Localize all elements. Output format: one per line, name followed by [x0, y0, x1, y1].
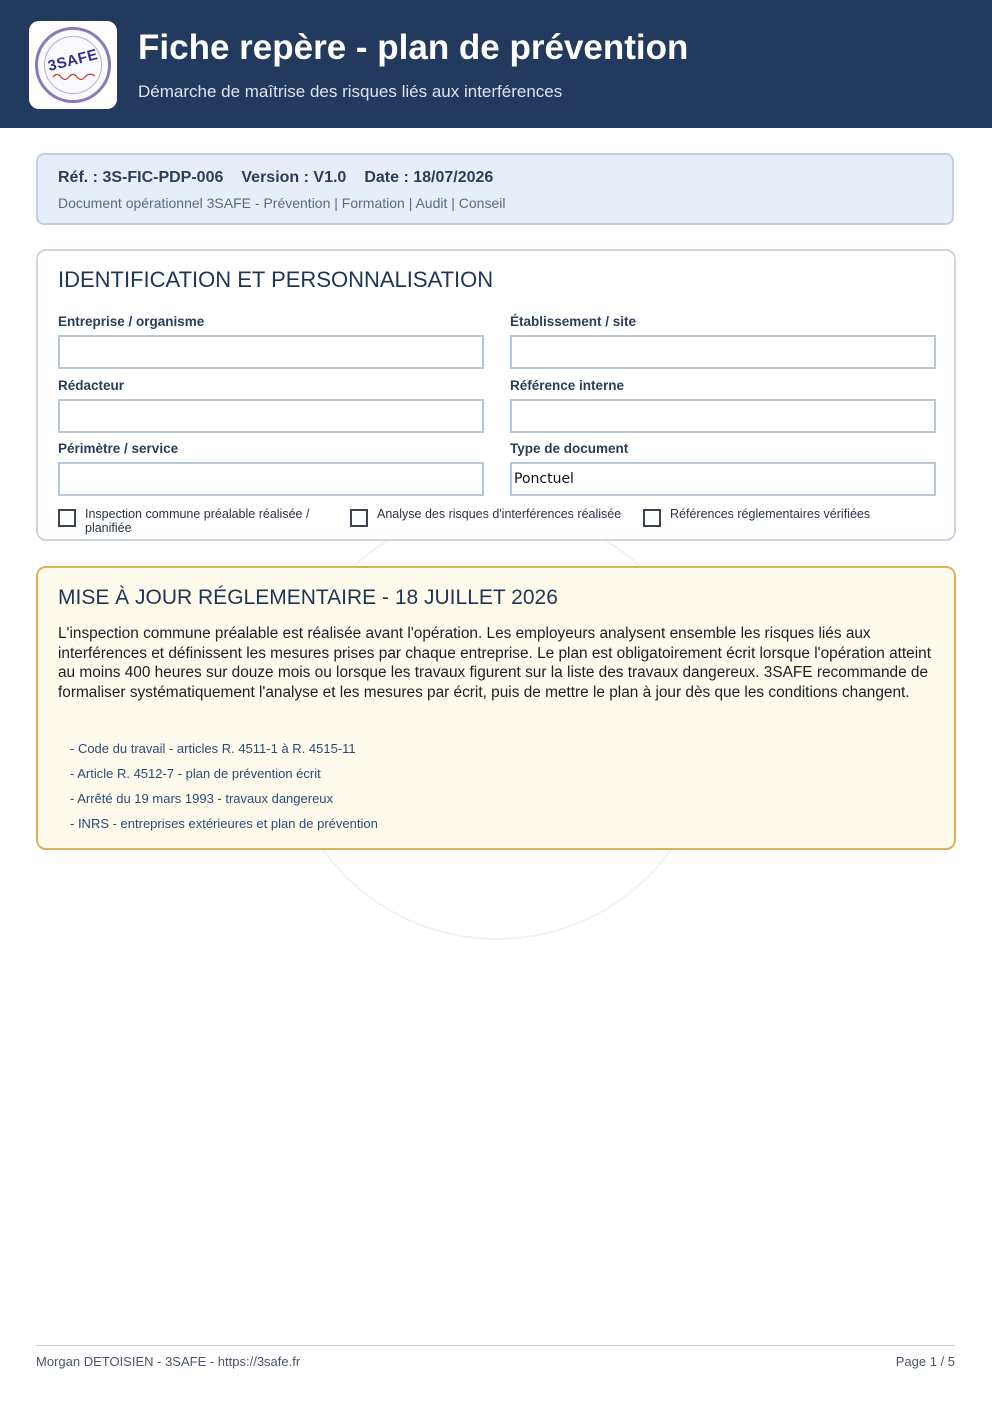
page-subtitle: Démarche de maîtrise des risques liés aux interférences — [138, 82, 563, 101]
identification-title: IDENTIFICATION ET PERSONNALISATION — [58, 267, 494, 292]
page-header — [0, 0, 992, 128]
field-label-entreprise: Entreprise / organisme — [58, 314, 205, 329]
reference-link[interactable]: - INRS - entreprises extérieures et plan de prévention — [70, 816, 378, 831]
update-title: MISE À JOUR RÉGLEMENTAIRE - 18 JUILLET 2026 — [58, 586, 558, 609]
logo — [29, 21, 117, 109]
signature-squiggle-icon — [52, 72, 96, 80]
checkbox-square-icon[interactable] — [350, 509, 368, 527]
ref-version: Version : V1.0 — [241, 169, 347, 186]
field-label-type-document: Type de document — [510, 441, 629, 456]
reference-interne-field[interactable] — [510, 399, 936, 433]
checkbox-square-icon[interactable] — [58, 509, 76, 527]
reference-link[interactable]: - Arrêté du 19 mars 1993 - travaux dangereux — [70, 791, 334, 806]
reference-link[interactable]: - Code du travail - articles R. 4511-1 à R. 4515-11 — [70, 741, 356, 756]
field-label-etablissement: Établissement / site — [510, 314, 637, 329]
checkbox-references[interactable] — [643, 507, 923, 527]
field-label-perimetre: Périmètre / service — [58, 441, 179, 456]
reference-line — [58, 169, 511, 187]
etablissement-field[interactable] — [510, 335, 936, 369]
footer-page-number: Page 1 / 5 — [895, 1354, 955, 1369]
identification-section — [36, 249, 956, 541]
checkbox-label: Analyse des risques d'interférences réalisée — [377, 507, 622, 521]
checkbox-label: Inspection commune préalable réalisée / planifiée — [85, 507, 310, 535]
ref-date: Date : 18/07/2026 — [364, 169, 494, 186]
reference-list — [70, 736, 378, 836]
checkbox-square-icon[interactable] — [643, 509, 661, 527]
redacteur-field[interactable] — [58, 399, 484, 433]
checkbox-analyse[interactable] — [350, 507, 630, 527]
perimetre-field[interactable] — [58, 462, 484, 496]
checkbox-label: Références réglementaires vérifiées — [670, 507, 871, 521]
page-title: Fiche repère - plan de prévention — [138, 28, 689, 67]
ref-code: Réf. : 3S-FIC-PDP-006 — [58, 169, 224, 186]
field-label-reference-interne: Référence interne — [510, 378, 625, 393]
field-label-redacteur: Rédacteur — [58, 378, 125, 393]
regulatory-update-section — [36, 566, 956, 850]
type-document-field[interactable]: Ponctuel — [510, 462, 936, 496]
logo-text: 3SAFE — [46, 46, 100, 75]
footer-author: Morgan DETOISIEN - 3SAFE - https://3safe.fr — [36, 1354, 301, 1369]
entreprise-field[interactable] — [58, 335, 484, 369]
checkbox-inspection[interactable] — [58, 507, 318, 535]
logo-seal-icon — [35, 27, 111, 103]
reference-description: Document opérationnel 3SAFE - Prévention | Formation | Audit | Conseil — [58, 195, 506, 211]
reference-box — [36, 153, 954, 225]
footer-divider — [36, 1345, 955, 1346]
reference-link[interactable]: - Article R. 4512-7 - plan de prévention écrit — [70, 766, 321, 781]
update-body: L'inspection commune préalable est réalisée avant l'opération. Les employeurs analysent ensemble les risques liés aux interférences et définissent les mesures prises par chaque entreprise. Le plan est obligatoirement écrit lorsque l'opération atteint au moins 400 heures sur douze mois ou lorsque les travaux figurent sur la liste des travaux dangereux. 3SAFE recommande de formaliser systématiquement l'analyse et les mesures par écrit, puis de mettre le plan à jour dès que les conditions changent. — [58, 625, 931, 701]
